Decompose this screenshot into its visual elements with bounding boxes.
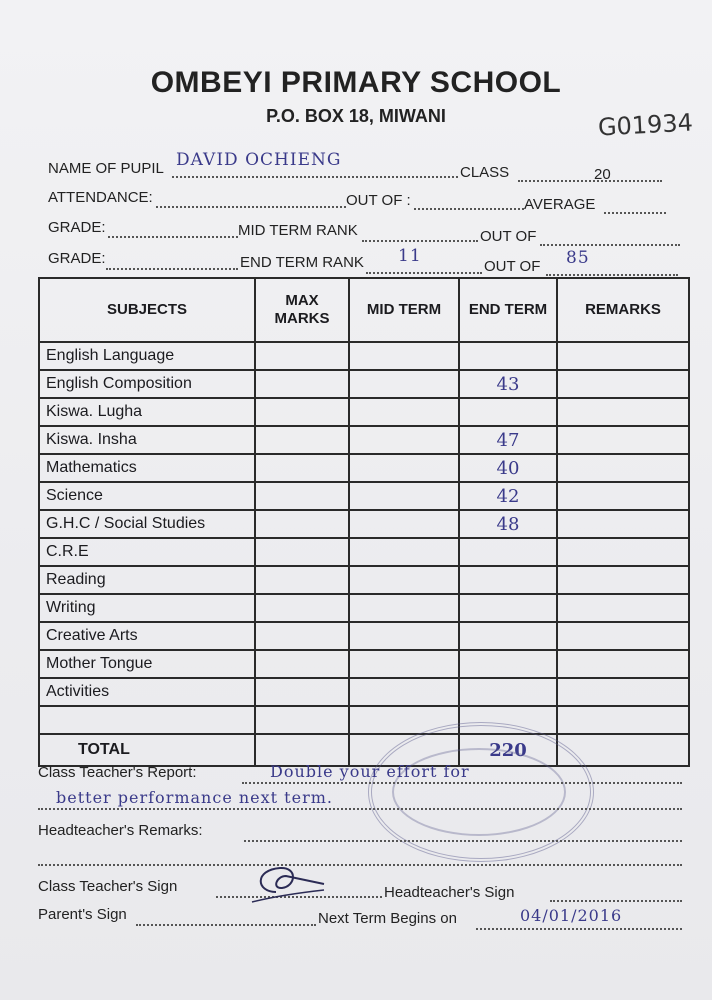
remarks-cell: [557, 510, 689, 538]
total-label: TOTAL: [39, 734, 255, 766]
attendance-dotted-line: [156, 206, 346, 208]
remarks-cell: [557, 482, 689, 510]
mid-term-cell: [349, 566, 459, 594]
subject-cell: [39, 706, 255, 734]
remarks-cell: [557, 622, 689, 650]
max-marks-cell: [255, 426, 349, 454]
grade-end-dotted-line: [106, 268, 238, 270]
subject-cell: Kiswa. Insha: [39, 426, 255, 454]
table-row: [39, 426, 689, 454]
subject-cell: Mathematics: [39, 454, 255, 482]
remarks-cell: [557, 594, 689, 622]
table-row: [39, 342, 689, 370]
out-of-dotted-line: [414, 208, 524, 210]
class-label: CLASS: [460, 164, 510, 181]
grade-label-end: GRADE:: [48, 250, 106, 267]
subject-cell: Mother Tongue: [39, 650, 255, 678]
mid-out-of-dotted-line: [540, 244, 680, 246]
table-header-row: [39, 278, 689, 342]
grade-label-mid: GRADE:: [48, 219, 106, 236]
max-marks-cell: [255, 538, 349, 566]
end-term-cell: 48: [459, 510, 557, 538]
report-dotted-line-2: [38, 808, 682, 810]
subject-cell: Creative Arts: [39, 622, 255, 650]
document-number: G01934: [597, 108, 694, 142]
end-term-cell: [459, 342, 557, 370]
remarks-cell: [557, 566, 689, 594]
remarks-cell: [557, 538, 689, 566]
school-address: P.O. BOX 18, MIWANI: [266, 106, 446, 126]
subject-cell: C.R.E: [39, 538, 255, 566]
average-dotted-line: [604, 212, 666, 214]
table-row: [39, 566, 689, 594]
col-header-subjects: SUBJECTS: [39, 278, 255, 342]
subject-cell: Science: [39, 482, 255, 510]
remarks-cell: [557, 426, 689, 454]
max-marks-cell: [255, 342, 349, 370]
end-term-rank-value: 11: [398, 246, 422, 266]
end-term-cell: 43: [459, 370, 557, 398]
mid-term-cell: [349, 398, 459, 426]
end-term-cell: 40: [459, 454, 557, 482]
next-term-date: 04/01/2016: [520, 906, 623, 925]
name-label: NAME OF PUPIL: [48, 160, 164, 177]
table-row: [39, 398, 689, 426]
mid-term-cell: [349, 426, 459, 454]
table-row: [39, 454, 689, 482]
mid-term-cell: [349, 510, 459, 538]
mid-term-cell: [349, 342, 459, 370]
next-term-label: Next Term Begins on: [318, 910, 457, 927]
report-dotted-line-1: [242, 782, 682, 784]
mid-term-rank-label: MID TERM RANK: [238, 222, 358, 239]
end-term-cell: [459, 538, 557, 566]
table-row: [39, 678, 689, 706]
name-dotted-line: [172, 176, 458, 178]
table-row: [39, 650, 689, 678]
end-term-cell: [459, 622, 557, 650]
subject-cell: Reading: [39, 566, 255, 594]
pupil-name: DAVID OCHIENG: [176, 150, 342, 170]
table-row: [39, 482, 689, 510]
max-marks-cell: [255, 398, 349, 426]
end-term-cell: 42: [459, 482, 557, 510]
end-term-cell: [459, 398, 557, 426]
school-name: OMBEYI PRIMARY SCHOOL: [150, 66, 562, 99]
total-end-term: 220: [459, 734, 557, 766]
max-marks-cell: [255, 510, 349, 538]
max-marks-cell: [255, 566, 349, 594]
end-out-of-label: OUT OF: [484, 258, 541, 275]
mid-out-of-label: OUT OF: [480, 228, 537, 245]
max-marks-cell: [255, 594, 349, 622]
mid-term-cell: [349, 678, 459, 706]
remarks-cell: [557, 678, 689, 706]
table-row: [39, 370, 689, 398]
table-row: [39, 510, 689, 538]
average-label: AVERAGE: [524, 196, 596, 213]
max-marks-cell: [255, 482, 349, 510]
max-marks-cell: [255, 370, 349, 398]
end-term-cell: [459, 566, 557, 594]
mid-term-cell: [349, 650, 459, 678]
class-teacher-sign-label: Class Teacher's Sign: [38, 878, 178, 895]
remarks-cell: [557, 370, 689, 398]
marks-table: [38, 277, 690, 767]
subject-cell: English Composition: [39, 370, 255, 398]
end-term-cell: 47: [459, 426, 557, 454]
table-row: [39, 538, 689, 566]
headteacher-sign-label: Headteacher's Sign: [384, 884, 515, 901]
subject-cell: Activities: [39, 678, 255, 706]
parent-sign-line: [136, 924, 316, 926]
col-header-max-marks: MAX MARKS: [255, 278, 349, 342]
class-dotted-line: [518, 180, 662, 182]
head-remarks-dotted-line-2: [38, 864, 682, 866]
mid-term-cell: [349, 370, 459, 398]
end-term-cell: [459, 594, 557, 622]
remarks-cell: [557, 342, 689, 370]
remarks-cell: [557, 706, 689, 734]
class-teacher-report-text-2: better performance next term.: [56, 788, 333, 807]
out-of-label: OUT OF :: [346, 192, 411, 209]
end-rank-dotted-line: [366, 272, 482, 274]
class-teacher-signature: [246, 862, 326, 906]
grade-mid-dotted-line: [108, 236, 238, 238]
mid-rank-dotted-line: [362, 240, 478, 242]
headteacher-sign-line: [550, 900, 682, 902]
attendance-label: ATTENDANCE:: [48, 189, 153, 206]
col-header-end-term: END TERM: [459, 278, 557, 342]
remarks-cell: [557, 454, 689, 482]
subject-cell: Kiswa. Lugha: [39, 398, 255, 426]
mid-term-cell: [349, 454, 459, 482]
subject-cell: G.H.C / Social Studies: [39, 510, 255, 538]
mid-term-cell: [349, 622, 459, 650]
remarks-cell: [557, 398, 689, 426]
end-term-cell: [459, 650, 557, 678]
max-marks-cell: [255, 706, 349, 734]
col-header-mid-term: MID TERM: [349, 278, 459, 342]
class-teacher-report-label: Class Teacher's Report:: [38, 764, 197, 781]
end-term-cell: [459, 678, 557, 706]
end-term-rank-label: END TERM RANK: [240, 254, 364, 271]
table-row: [39, 594, 689, 622]
remarks-cell: [557, 650, 689, 678]
next-term-line: [476, 928, 682, 930]
subject-cell: English Language: [39, 342, 255, 370]
col-header-remarks: REMARKS: [557, 278, 689, 342]
end-out-of-value: 85: [566, 248, 590, 268]
max-marks-cell: [255, 622, 349, 650]
mid-term-cell: [349, 482, 459, 510]
table-row: [39, 622, 689, 650]
parent-sign-label: Parent's Sign: [38, 906, 127, 923]
max-marks-cell: [255, 650, 349, 678]
max-marks-cell: [255, 454, 349, 482]
mid-term-cell: [349, 594, 459, 622]
class-value: 20: [594, 166, 611, 183]
head-remarks-dotted-line-1: [244, 840, 682, 842]
end-out-of-dotted-line: [546, 274, 678, 276]
class-teacher-report-text-1: Double your effort for: [270, 762, 470, 781]
headteacher-remarks-label: Headteacher's Remarks:: [38, 822, 203, 839]
max-marks-cell: [255, 678, 349, 706]
subject-cell: Writing: [39, 594, 255, 622]
table-row: [39, 706, 689, 734]
mid-term-cell: [349, 538, 459, 566]
